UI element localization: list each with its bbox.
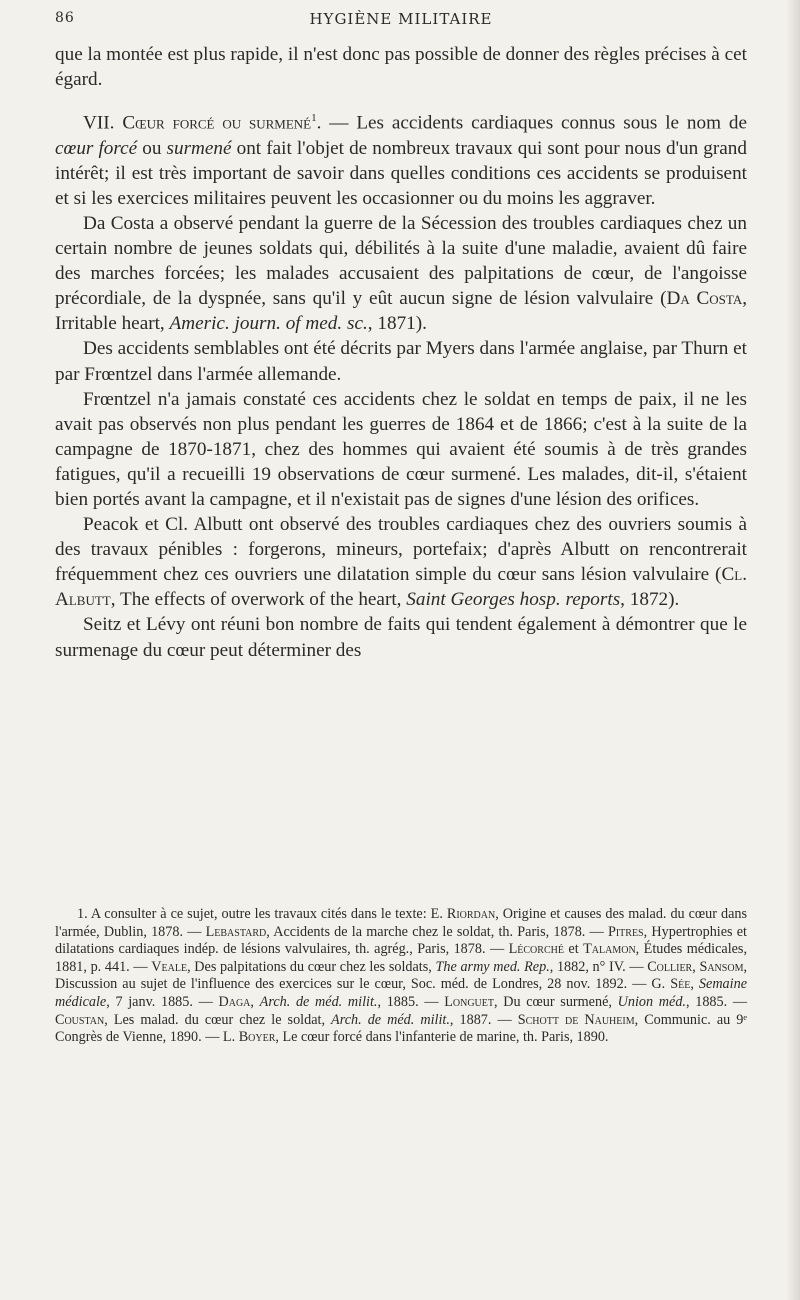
emphasis: cœur forcé xyxy=(55,137,138,159)
citation-text: , The effects of overwork of the heart, xyxy=(110,589,407,611)
paragraph: que la montée est plus rapide, il n'est donc pas possible de donner des règles précises à cet égard. xyxy=(55,44,747,91)
main-text xyxy=(55,42,747,663)
section-text: . — Les accidents cardiaques connus sous le nom de xyxy=(316,112,748,134)
author-name: Cl. Albutt xyxy=(55,564,747,611)
section-paragraph xyxy=(55,106,747,211)
paragraph: Seitz et Lévy ont réuni bon nombre de faits qui tendent également à démontrer que le surmenage du cœur peut déterminer des xyxy=(55,614,747,661)
page-edge-shadow xyxy=(786,0,800,1300)
paragraph xyxy=(55,211,747,336)
page-number: 86 xyxy=(55,10,75,26)
section-text: ont fait l'objet de nombreux travaux qui sont pour nous d'un grand intérêt; il est très important de savoir dans quelles conditions ces accidents se produisent et si les exercices militaires peuvent les occasionner ou du moins les aggraver. xyxy=(55,137,747,209)
footnote: 1. A consulter à ce sujet, outre les travaux cités dans le texte: E. Riordan, Origine et causes des malad. du cœur dans l'armée, Dublin, 1878. — Lebastard, Accidents de la marche chez le soldat, th. Paris, 1878. — Pitres, Hypertrophies et dilatations cardiaques indép. de lésions valvulaires, th. agrég., Paris, 1878. — Lécorché et Talamon, Études médicales, 1881, p. 441. — Veale, Des palpitations du cœur chez les soldats, The army med. Rep., 1882, n° IV. — Collier, Sansom, Discussion au sujet de l'influence des exercices sur le cœur, Soc. méd. de Londres, 28 nov. 1892. — G. Sée, Semaine médicale, 7 janv. 1885. — Daga, Arch. de méd. milit., 1885. — Longuet, Du cœur surmené, Union méd., 1885. — Coustan, Les malad. du cœur chez le soldat, Arch. de méd. milit., 1887. — Schott de Nauheim, Communic. au 9ᵉ Congrès de Vienne, 1890. — L. Boyer, Le cœur forcé dans l'infanterie de marine, th. Paris, 1890. xyxy=(55,906,748,1046)
running-header xyxy=(55,6,747,32)
paragraph-text: Peacok et Cl. Albutt ont observé des troubles cardiaques chez des ouvriers soumis à des travaux pénibles : forgerons, mineurs, portefaix; d'après Albutt on rencontrerait fréquemment chez ces ouvriers une dilatation simple du cœur sans lésion valvulaire ( xyxy=(55,514,747,586)
journal-title: Saint Georges hosp. reports xyxy=(406,589,621,611)
running-title: HYGIÈNE MILITAIRE xyxy=(309,10,493,28)
footnotes xyxy=(55,906,747,1047)
section-number: VII. xyxy=(83,112,115,134)
journal-title: Americ. journ. of med. sc. xyxy=(169,313,368,335)
citation-text: , Irritable heart, xyxy=(55,288,748,335)
section-text: ou xyxy=(137,137,167,159)
citation-text: , 1871). xyxy=(367,313,427,335)
emphasis: surmené xyxy=(166,137,232,159)
footnote-marker: 1 xyxy=(311,112,317,125)
citation-text: , 1872). xyxy=(620,589,680,611)
section-heading: Cœur forcé ou surmené xyxy=(122,112,312,134)
author-name: Da Costa xyxy=(666,288,743,310)
paragraph: Frœntzel n'a jamais constaté ces accidents chez le soldat en temps de paix, il ne les avait pas observés non plus pendant les guerres de 1864 et de 1866; c'est à la suite de la campagne de 1870-1871, chez des hommes qui avaient été soumis à de très grandes fatigues, qu'il a recueilli 19 observations de cœur surmené. Les malades, dit-il, s'étaient bien portés avant la campagne, et il n'existait pas de signes d'une lésion des orifices. xyxy=(55,388,747,510)
paragraph: Des accidents semblables ont été décrits par Myers dans l'armée anglaise, par Thurn et par Frœntzel dans l'armée allemande. xyxy=(55,338,747,385)
paragraph-text: Da Costa a observé pendant la guerre de la Sécession des troubles cardiaques chez un certain nombre de jeunes soldats qui, débilités à la suite d'une maladie, avaient dû faire des marches forcées; les malades accusaient des palpitations de cœur, de l'angoisse précordiale, de la dyspnée, sans qu'il y eût aucun signe de lésion valvulaire ( xyxy=(55,212,747,310)
book-page xyxy=(55,0,755,1300)
paragraph xyxy=(55,512,747,612)
